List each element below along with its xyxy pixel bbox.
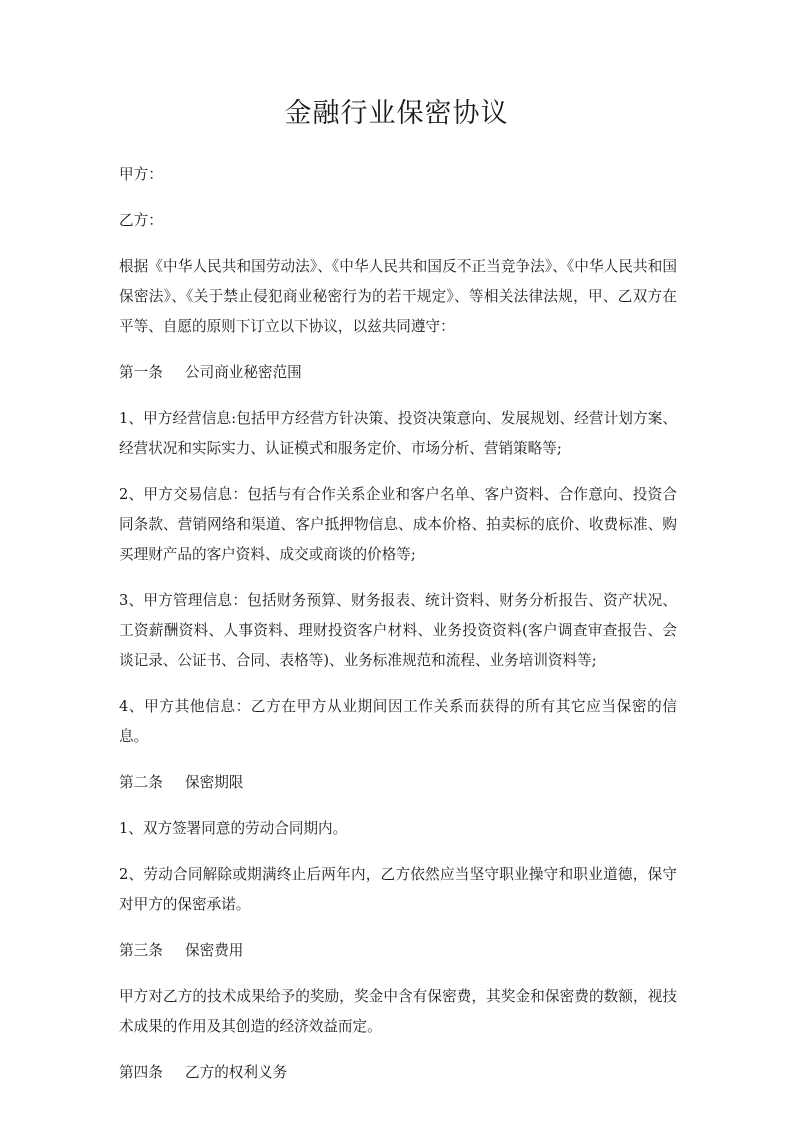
article-1-item-2: 2、甲方交易信息：包括与有合作关系企业和客户名单、客户资料、合作意向、投资合同条款、营销网络和渠道、客户抵押物信息、成本价格、拍卖标的底价、收费标准、购买理财产品的客户资料、成交或商谈的价格等;: [119, 486, 677, 563]
party-a-line: 甲方：: [119, 166, 163, 183]
article-2-item-2: 2、劳动合同解除或期满终止后两年内，乙方依然应当坚守职业操守和职业道德，保守对甲方的保密承诺。: [119, 866, 677, 913]
article-1-item-1: 1、甲方经营信息:包括甲方经营方针决策、投资决策意向、发展规划、经营计划方案、经营状况和实际实力、认证模式和服务定价、市场分析、营销策略等;: [119, 410, 677, 457]
article-3-number: 第三条: [119, 942, 163, 959]
article-2-item-1: 1、双方签署同意的劳动合同期内。: [119, 820, 348, 837]
article-1-title: 公司商业秘密范围: [185, 364, 302, 381]
article-4-number: 第四条: [119, 1064, 163, 1081]
article-3-heading: [119, 936, 677, 966]
document-title: 金融行业保密协议: [284, 98, 509, 129]
article-4-title: 乙方的权利义务: [185, 1064, 288, 1081]
article-1-heading: [119, 358, 677, 388]
article-1-number: 第一条: [119, 364, 163, 381]
article-2-title: 保密期限: [185, 774, 244, 791]
article-3-title: 保密费用: [185, 942, 244, 959]
article-2-heading: [119, 768, 677, 798]
article-1-item-4: 4、甲方其他信息：乙方在甲方从业期间因工作关系而获得的所有其它应当保密的信息。: [119, 698, 677, 745]
document-body: [119, 160, 677, 1104]
article-1-item-3: 3、甲方管理信息：包括财务预算、财务报表、统计资料、财务分析报告、资产状况、工资薪酬资料、人事资料、理财投资客户材料、业务投资资料(客户调查审查报告、会谈记录、公证书、合同、表格等)、业务标准规范和流程、业务培训资料等;: [119, 592, 677, 669]
article-4-heading: [119, 1058, 677, 1088]
party-b-line: 乙方：: [119, 212, 163, 229]
article-3-item-1: 甲方对乙方的技术成果给予的奖励，奖金中含有保密费，其奖金和保密费的数额，视技术成果的作用及其创造的经济效益而定。: [119, 988, 677, 1035]
intro-paragraph: 根据《中华人民共和国劳动法》、《中华人民共和国反不正当竞争法》、《中华人民共和国保密法》、《关于禁止侵犯商业秘密行为的若干规定》、等相关法律法规，甲、乙双方在平等、自愿的原则下订立以下协议，以兹共同遵守：: [119, 258, 677, 335]
article-2-number: 第二条: [119, 774, 163, 791]
